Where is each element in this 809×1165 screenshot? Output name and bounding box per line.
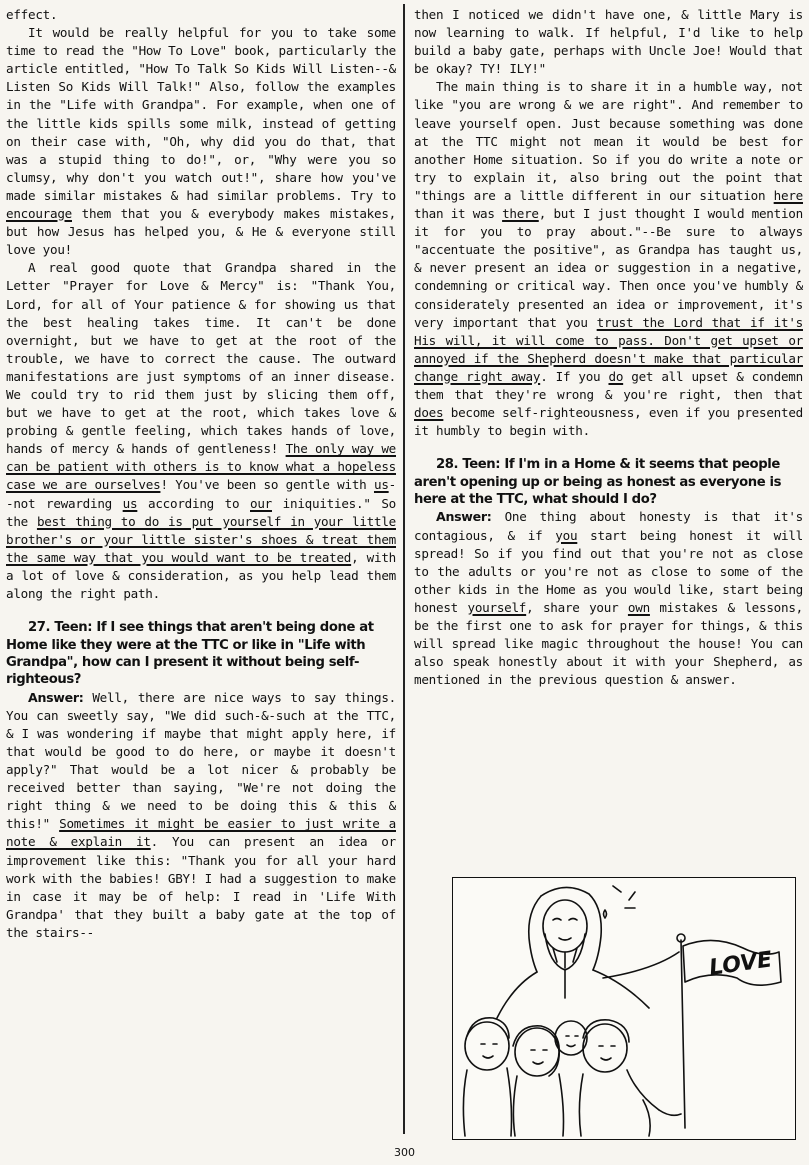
- underlined-emphasis: our: [250, 495, 272, 511]
- answer-27-text: Well, there are nice ways to say things. You can sweetly say, "We did such-&-such at the TTC, & I was wondering if maybe that might apply here, if that would be good to do here, or maybe it doesn't apply?" That would be a lot nicer & probably be received better than saying, "We're not doing the right thing & we need to be doing this & this & this!" Sometimes it might be easier to just write a note & explain it. You can present an idea or improvement like this: "Thank you for all your hard work with the babies! GBY! I had a suggestion to make in case it may be of help: I read in 'Life With Grandpa' that they built a baby gate at the top of the stairs--: [6, 689, 396, 940]
- paragraph-baby-gate-cont: then I noticed we didn't have one, & little Mary is now learning to walk. If helpful, I'd like to help build a baby gate, perhaps with Uncle Joe! Would that be okay? TY! ILY!": [414, 7, 803, 77]
- answer-28: [414, 508, 803, 689]
- underlined-emphasis: us: [122, 495, 138, 511]
- question-27-number: 27.: [28, 620, 51, 636]
- left-column: [6, 6, 396, 942]
- question-28: [414, 456, 803, 508]
- underlined-emphasis: do: [608, 368, 624, 384]
- jesus-and-children-illustration: [452, 877, 796, 1140]
- underlined-emphasis: yourself: [467, 599, 527, 615]
- underlined-emphasis: The only way we can be patient with others is to know what a hopeless case we are ourselves: [6, 441, 396, 493]
- answer-27: [6, 689, 396, 942]
- question-28-number: 28.: [436, 457, 459, 473]
- underlined-emphasis: encourage: [6, 206, 72, 222]
- paragraph-how-to-love: It would be really helpful for you to take some time to read the "How To Love" book, particularly the article entitled, "How To Talk So Kids Will Listen--& Listen So Kids Will Talk!" Also, follow the examples in the "Life with Grandpa". For example, when one of the little kids spills some milk, instead of getting on their case with, "Oh, why did you do that, that was a stupid thing to do!", or, "Why were you so clumsy, why don't you watch out!", share how you've made similar mistakes & had similar problems. Try to encourage them that you & everybody makes mistakes, but how Jesus has helped you, & He & everyone still love you!: [6, 25, 396, 258]
- underlined-emphasis: does: [414, 405, 444, 421]
- question-27: [6, 619, 396, 689]
- answer-28-label: Answer:: [436, 509, 492, 525]
- column-divider: [403, 4, 405, 1134]
- underlined-emphasis: there: [502, 206, 539, 222]
- illustration-drawing-icon: [453, 878, 795, 1139]
- question-28-text: Teen: If I'm in a Home & it seems that people aren't opening up or being as honest as everyone is here at the TTC, what should I do?: [414, 457, 782, 508]
- paragraph-main-thing: The main thing is to share it in a humble way, not like "you are wrong & we are right". And remember to leave yourself open. Just because something was done at the TTC might not mean it would be best for another Home situation. So if you do write a note or try to explain it, also bring out the point that "things are a little different in our situation here than it was there, but I just thought I would mention it for you to pray about."--Be sure to always "accentuate the positive", as Grandpa has taught us, & never present an idea or suggestion in a negative, condemning or critical way. Then once you've humbly & considerately presented an idea or improvement, it's very important that you trust the Lord that if it's His will, it will come to pass. Don't get upset or annoyed if the Shepherd doesn't make that particular change right away. If you do get all upset & condemn them that they're wrong & you're right, then that does become self-righteousness, even if you presented it humbly to begin with.: [414, 79, 803, 439]
- underlined-emphasis: you: [555, 527, 578, 543]
- answer-27-label: Answer:: [28, 689, 84, 705]
- banner-text: LOVE: [707, 947, 774, 981]
- underlined-emphasis: us: [373, 477, 389, 493]
- underlined-emphasis: here: [773, 187, 803, 203]
- paragraph-grandpa-quote: A real good quote that Grandpa shared in the Letter "Prayer for Love & Mercy" is: "Thank You, Lord, for all of Your patience & for showing us that the best healing takes time. It can't be done overnight, but we have to get at the root of the trouble, we have to correct the cause. The outward manifestations are just symptoms of an inner disease. We could try to rid them just by slicing them off, but we have to get at the root, which takes love & probing & gentle feeling, which takes hands of love, hands of mercy & hands of gentleness! The only way we can be patient with others is to know what a hopeless case we are ourselves! You've been so gentle with us--not rewarding us according to our iniquities." So the best thing to do is put yourself in your little brother's or your little sister's shoes & treat them the same way that you would want to be treated, with a lot of love & consideration, as you help lead them along the right path.: [6, 260, 396, 601]
- right-column: [414, 6, 803, 689]
- question-27-text: Teen: If I see things that aren't being done at Home like they were at the TTC or like in "Life with Grandpa", how can I present it without being self-righteous?: [6, 620, 374, 688]
- underlined-emphasis: trust the Lord that if it's His will, it will come to pass. Don't get upset or annoyed if the Shepherd doesn't make that particular change right away: [414, 314, 803, 384]
- page-number: 300: [394, 1146, 415, 1159]
- underlined-emphasis: own: [627, 599, 650, 615]
- answer-28-text: One thing about honesty is that it's contagious, & if you start being honest it will spread! So if you find out that you're not as close to the adults or you're not as close to some of the other kids in the Home as you would like, start being honest yourself, share your own mistakes & lessons, be the first one to ask for prayer for things, & this will spread like magic throughout the house! You can also speak honestly about it with your Shepherd, as mentioned in the previous question & answer.: [414, 509, 803, 688]
- paragraph-continuation: effect.: [6, 7, 58, 22]
- underlined-emphasis: best thing to do is put yourself in your little brother's or your little sister's shoes & treat them the same way that you would want to be treated: [6, 513, 396, 565]
- underlined-emphasis: Sometimes it might be easier to just write a note & explain it: [6, 816, 396, 850]
